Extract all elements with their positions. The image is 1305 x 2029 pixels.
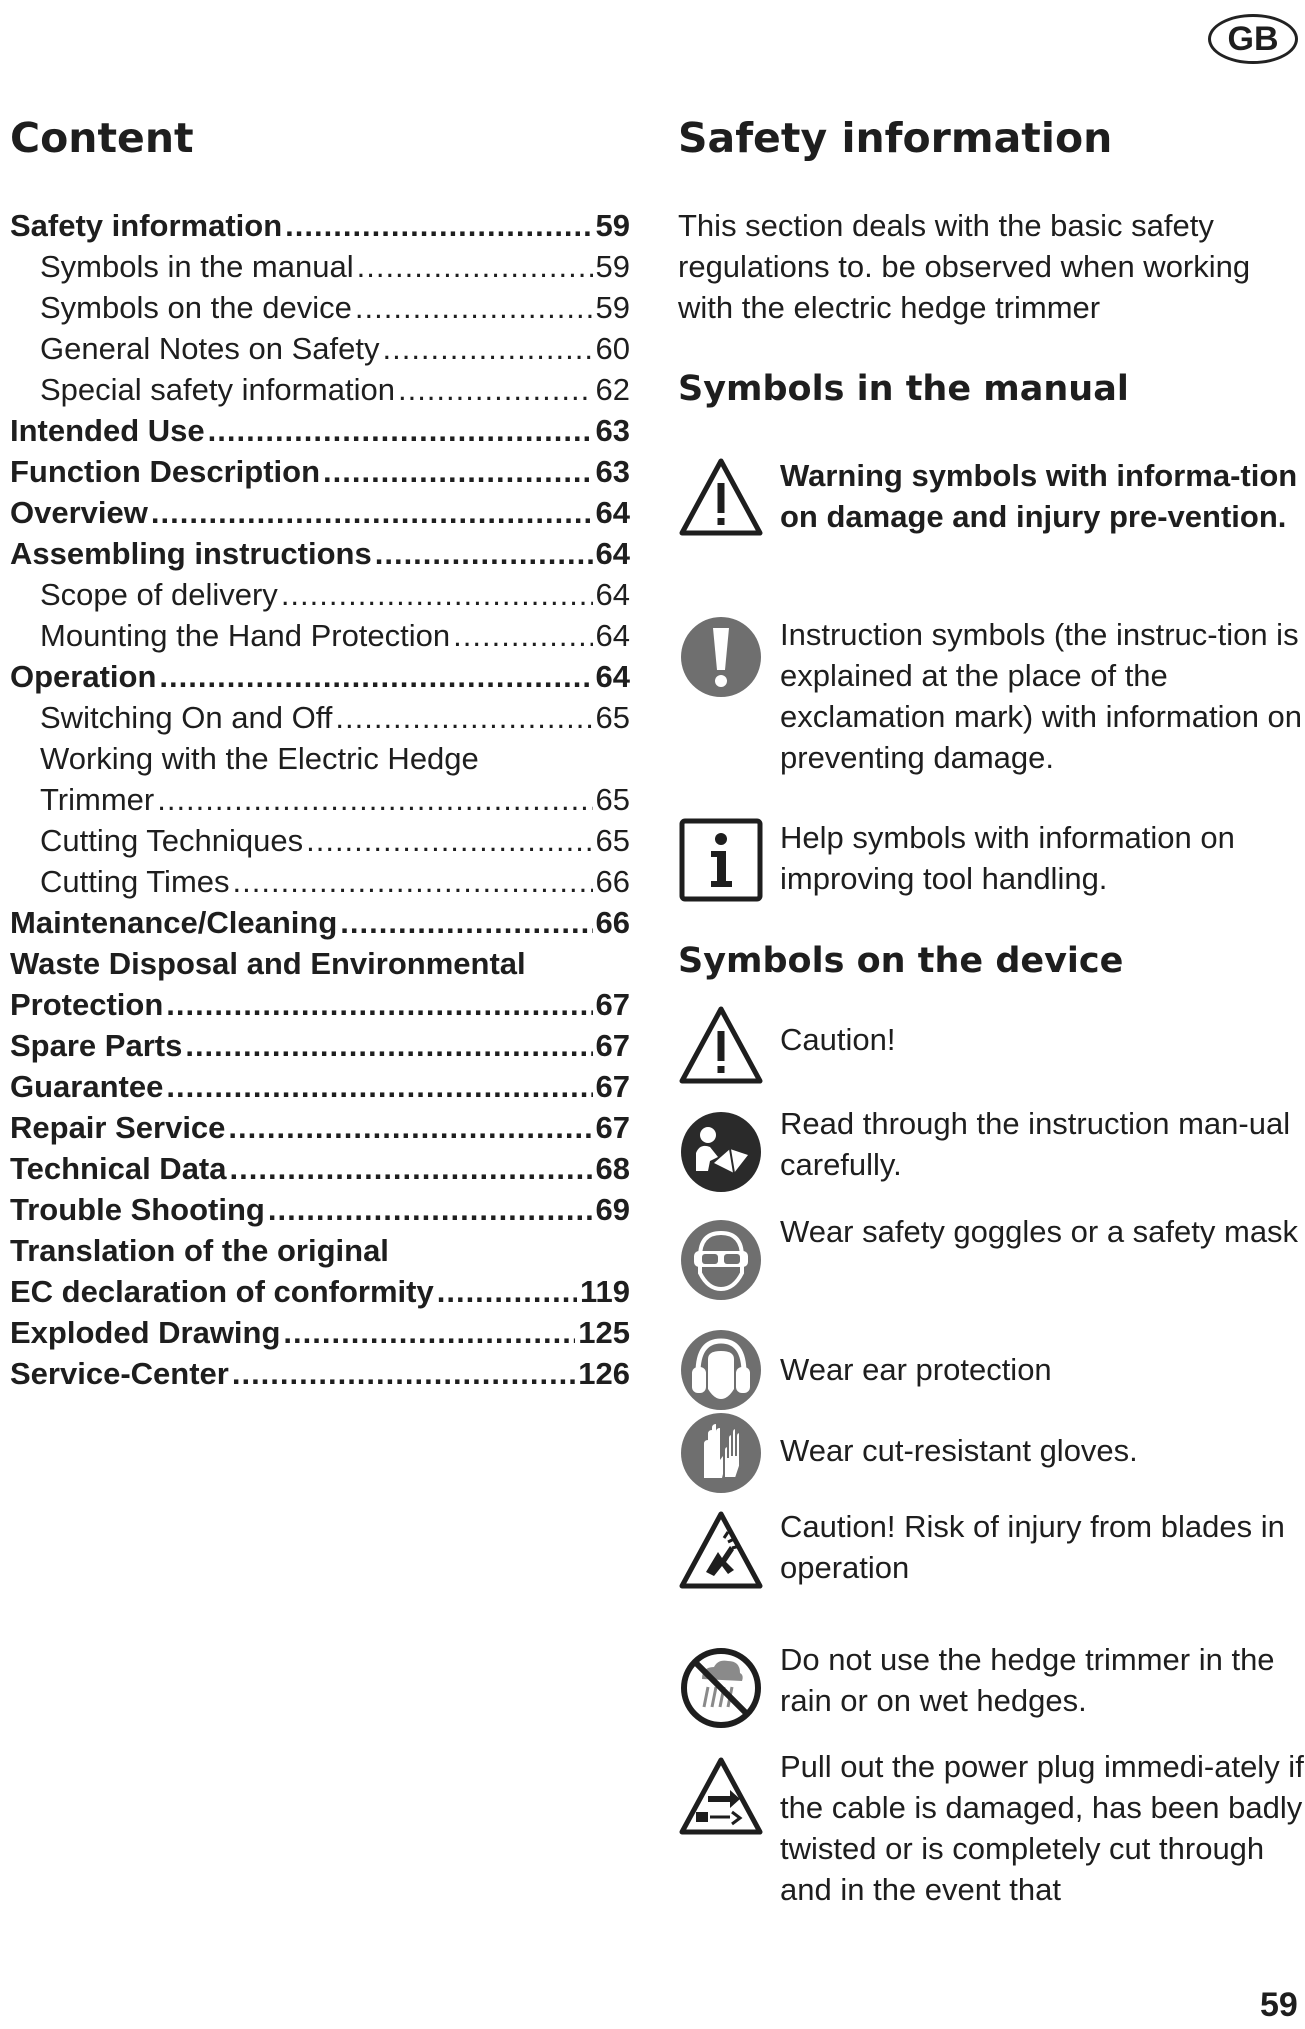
toc-leader-dots [281,574,593,615]
toc-entry-page: 67 [595,1110,630,1145]
exclamation-circle-icon [678,614,764,700]
toc-entry-page: 65 [595,782,630,817]
toc-entry-label: Cutting Techniques [40,823,304,858]
manual-symbol-text: Instruction symbols (the instruc-tion is explained at the place of the exclamation mark) with information on preventing damage. [780,617,1303,775]
device-symbols-heading: Symbols on the device [678,941,1124,981]
toc-entry-page: 59 [595,290,630,325]
toc-leader-dots [335,697,592,738]
info-box-icon [678,817,764,903]
device-symbol-text: Wear cut-resistant gloves. [780,1433,1138,1468]
toc-entry-page: 67 [595,987,630,1022]
warning-triangle-icon [678,455,764,541]
toc-entry-page: 64 [595,618,630,653]
toc-entry-label: Spare Parts [10,1028,183,1063]
toc-entry-label: Protection [10,987,164,1022]
toc-entry [10,943,630,984]
blade-injury-triangle-icon [678,1508,764,1594]
toc-entry-page: 125 [578,1315,630,1350]
device-symbol-text: Do not use the hedge trimmer in the rain or on wet hedges. [780,1642,1275,1718]
toc-entry [10,328,630,369]
toc-entry [10,697,630,738]
toc-leader-dots [268,1189,593,1230]
toc-entry-label: Cutting Times [40,864,230,899]
toc-entry [10,1230,630,1271]
toc-entry [10,1107,630,1148]
table-of-contents [10,205,630,1394]
caution-triangle-icon [678,1003,764,1089]
toc-entry-page: 63 [595,454,630,489]
toc-leader-dots [355,287,593,328]
toc-entry [10,984,630,1025]
device-symbol-text: Pull out the power plug immedi-ately if the cable is damaged, has been badly twisted or is completely cut through and in the event that [780,1749,1304,1907]
toc-entry-page: 60 [595,331,630,366]
toc-entry-page: 64 [595,536,630,571]
safety-goggles-icon [678,1217,764,1303]
toc-entry-page: 59 [595,208,630,243]
toc-entry-label: Maintenance/Cleaning [10,905,338,940]
toc-entry [10,738,630,779]
toc-entry-page: 119 [579,1274,630,1309]
toc-entry [10,820,630,861]
toc-entry-page: 64 [595,659,630,694]
toc-entry-label: Switching On and Off [40,700,333,735]
toc-entry-label: Technical Data [10,1151,227,1186]
no-rain-icon [678,1645,764,1731]
toc-entry-label: Symbols in the manual [40,249,354,284]
toc-entry-page: 126 [578,1356,630,1391]
toc-entry-label: Trimmer [40,782,155,817]
toc-entry [10,656,630,697]
toc-entry-page: 64 [595,577,630,612]
toc-entry-page: 63 [595,413,630,448]
toc-leader-dots [398,369,593,410]
toc-entry-label: Assembling instructions [10,536,372,571]
toc-entry-label: Waste Disposal and Environmental [10,946,526,981]
toc-entry-label: Operation [10,659,157,694]
toc-entry [10,1189,630,1230]
toc-leader-dots [453,615,592,656]
toc-leader-dots [166,1066,592,1107]
toc-entry-label: EC declaration of conformity [10,1274,434,1309]
safety-title: Safety information [678,114,1113,162]
toc-entry-label: Guarantee [10,1069,164,1104]
toc-leader-dots [233,861,593,902]
device-symbol-text: Read through the instruction man-ual carefully. [780,1106,1291,1182]
toc-entry-page: 62 [595,372,630,407]
toc-entry-label: Overview [10,495,148,530]
toc-entry [10,1312,630,1353]
toc-entry-label: Function Description [10,454,320,489]
toc-entry [10,1066,630,1107]
device-symbol-text: Caution! Risk of injury from blades in operation [780,1509,1285,1585]
toc-entry-label: Exploded Drawing [10,1315,281,1350]
toc-leader-dots [357,246,593,287]
toc-entry-label: Mounting the Hand Protection [40,618,451,653]
toc-entry [10,287,630,328]
toc-entry-page: 67 [595,1028,630,1063]
manual-symbol-text: Help symbols with information on improving tool handling. [780,820,1235,896]
toc-leader-dots [375,533,593,574]
toc-entry [10,246,630,287]
manual-symbols-heading: Symbols in the manual [678,369,1129,409]
toc-entry [10,533,630,574]
toc-leader-dots [306,820,592,861]
toc-entry [10,615,630,656]
toc-entry-page: 64 [595,495,630,530]
device-symbol-text: Wear ear protection [780,1352,1052,1387]
toc-entry-label: Working with the Electric Hedge [40,741,479,776]
toc-entry [10,451,630,492]
toc-entry-label: Service-Center [10,1356,229,1391]
safety-intro: This section deals with the basic safety regulations to. be observed when working with the electric hedge trimmer [678,208,1251,325]
toc-entry-page: 68 [595,1151,630,1186]
toc-entry-page: 66 [595,864,630,899]
toc-entry [10,861,630,902]
toc-entry-page: 65 [595,823,630,858]
toc-leader-dots [232,1353,575,1394]
toc-entry-label: Special safety information [40,372,395,407]
toc-entry-page: 66 [595,905,630,940]
toc-leader-dots [382,328,592,369]
toc-entry-page: 59 [595,249,630,284]
page-number: 59 [1260,1986,1298,2024]
toc-leader-dots [185,1025,592,1066]
toc-leader-dots [340,902,592,943]
toc-entry-label: Translation of the original [10,1233,389,1268]
toc-leader-dots [228,1107,592,1148]
language-badge: GB [1208,14,1298,64]
toc-leader-dots [285,205,592,246]
toc-leader-dots [230,1148,593,1189]
toc-entry-label: Symbols on the device [40,290,352,325]
device-symbol-text: Wear safety goggles or a safety mask [780,1214,1299,1249]
toc-leader-dots [151,492,593,533]
toc-entry [10,1148,630,1189]
toc-entry [10,205,630,246]
toc-entry-label: Trouble Shooting [10,1192,265,1227]
toc-leader-dots [437,1271,577,1312]
toc-entry [10,410,630,451]
toc-entry-page: 69 [595,1192,630,1227]
toc-entry-label: Safety information [10,208,283,243]
gloves-icon [678,1410,764,1496]
toc-entry [10,1353,630,1394]
unplug-triangle-icon [678,1754,764,1840]
toc-entry [10,1271,630,1312]
toc-leader-dots [208,410,593,451]
manual-symbol-text: Warning symbols with informa-tion on damage and injury pre-vention. [780,458,1298,534]
toc-entry-page: 65 [595,700,630,735]
device-symbol-text: Caution! [780,1022,896,1057]
toc-entry-label: Scope of delivery [40,577,278,612]
read-manual-icon [678,1109,764,1195]
toc-entry-label: Intended Use [10,413,205,448]
toc-entry [10,369,630,410]
toc-leader-dots [323,451,593,492]
ear-protection-icon [678,1327,764,1413]
toc-leader-dots [166,984,592,1025]
toc-entry [10,574,630,615]
toc-entry-label: Repair Service [10,1110,226,1145]
toc-leader-dots [157,779,592,820]
toc-entry [10,492,630,533]
toc-entry [10,779,630,820]
toc-entry-page: 67 [595,1069,630,1104]
toc-entry-label: General Notes on Safety [40,331,380,366]
toc-leader-dots [283,1312,575,1353]
toc-leader-dots [159,656,592,697]
content-title: Content [10,114,194,162]
toc-entry [10,1025,630,1066]
toc-entry [10,902,630,943]
